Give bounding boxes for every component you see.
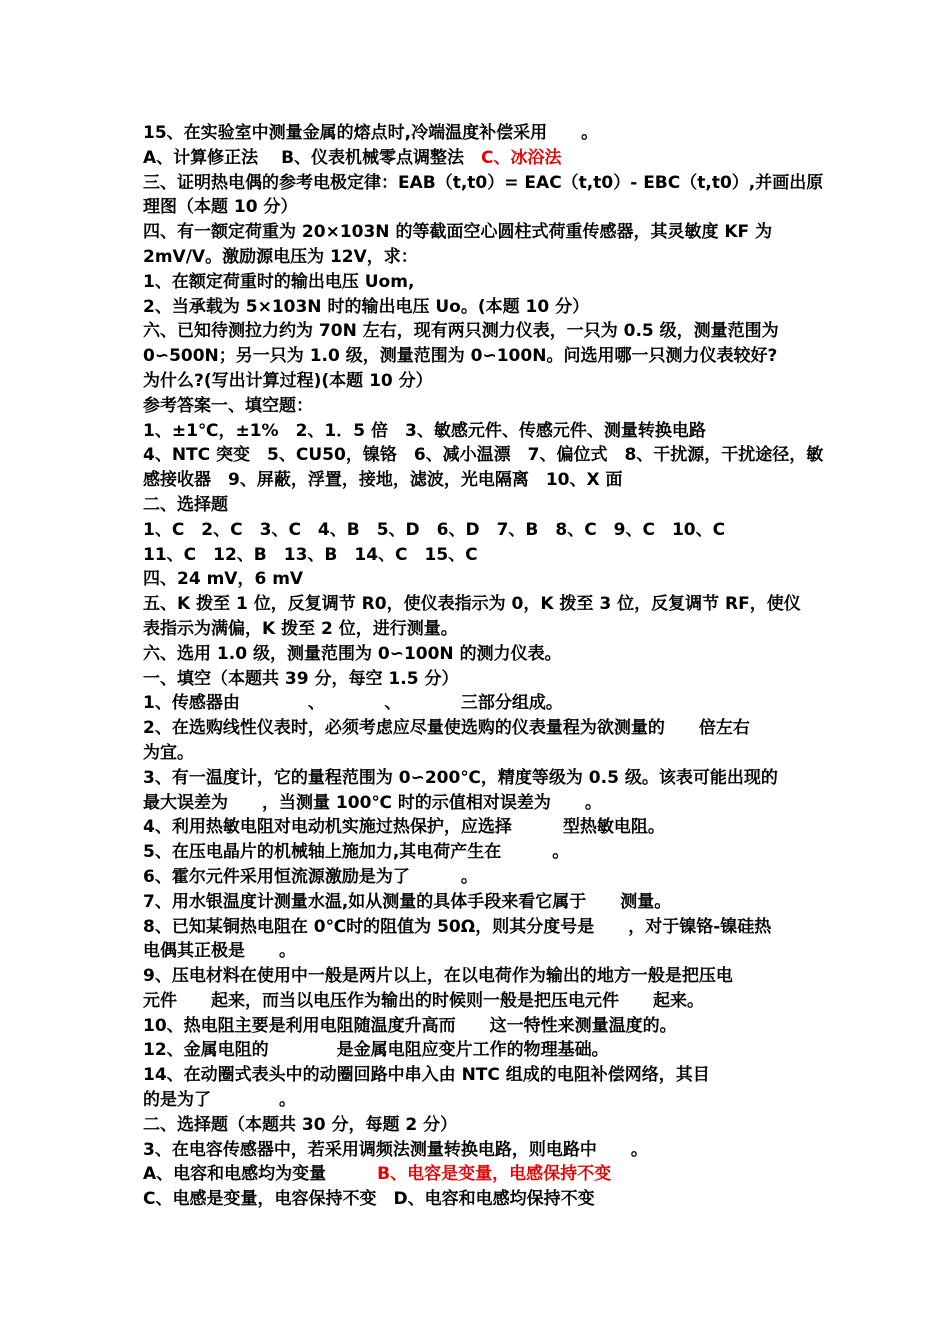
text-line [143,394,811,419]
text-line [143,1138,811,1163]
text-line [143,592,811,617]
text-line [143,667,811,692]
line-text: 理图（本题 10 分） [143,197,298,218]
line-text: 三、证明热电偶的参考电极定律：EAB（t,t0）= EAC（t,t0）- EBC（t,t0）,并画出原 [143,172,824,193]
text-line [143,1014,811,1039]
text-line [143,1088,811,1113]
line-text: 最大误差为 ，当测量 100℃ 时的示值相对误差为 。 [143,792,602,813]
text-line [143,543,811,568]
line-text: 一、填空（本题共 39 分，每空 1.5 分） [143,668,459,689]
line-text: 2mV/V。激励源电压为 12V，求： [143,246,418,267]
text-line [143,319,811,344]
highlighted-answer: B、电容是变量，电感保持不变 [377,1164,612,1185]
line-text: 为宜。 [143,742,194,763]
line-text: 二、选择题（本题共 30 分，每题 2 分） [143,1114,458,1135]
document-body [143,121,824,1212]
line-text: 4、利用热敏电阻对电动机实施过热保护，应选择 型热敏电阻。 [143,817,665,838]
line-text: 1、C 2、C 3、C 4、B 5、D 6、D 7、B 8、C 9、C 10、C [143,519,726,540]
line-text: 四、24 mV，6 mV [143,569,304,590]
line-text: 4、NTC 突变 5、CU50，镍铬 6、减小温漂 7、偏位式 8、干扰源，干扰途径，敏 [143,445,824,466]
line-text: A、计算修正法 B、仪表机械零点调整法 [143,147,482,168]
text-line [143,245,811,270]
line-text: 9、压电材料在使用中一般是两片以上，在以电荷作为输出的地方一般是把压电 [143,966,733,987]
line-text: 1、在额定荷重时的输出电压 Uom, [143,271,415,292]
line-text: 感接收器 9、屏蔽，浮置，接地，滤波，光电隔离 10、X 面 [143,470,623,491]
line-text: C、电感是变量，电容保持不变 D、电容和电感均保持不变 [143,1189,595,1210]
text-line [143,195,811,220]
text-line [143,1113,811,1138]
line-text: 元件 起来，而当以电压作为输出的时候则一般是把压电元件 起来。 [143,990,704,1011]
text-line [143,642,811,667]
line-text: 14、在动圈式表头中的动圈回路中串入由 NTC 组成的电阻补偿网络，其目 [143,1065,710,1086]
line-text: 11、C 12、B 13、B 14、C 15、C [143,544,478,565]
line-text: 六、选用 1.0 级，测量范围为 0∽100N 的测力仪表。 [143,643,562,664]
text-line [143,741,811,766]
line-text: 的是为了 。 [143,1090,296,1111]
text-line [143,518,811,543]
text-line [143,443,824,468]
text-line [143,1187,811,1212]
line-text: 电偶其正极是 。 [143,941,296,962]
text-line [143,419,811,444]
line-text: 2、当承载为 5×103N 时的输出电压 Uo。(本题 10 分） [143,296,590,317]
text-line [143,964,811,989]
text-line [143,939,811,964]
text-line [143,766,811,791]
line-text: 3、在电容传感器中，若采用调频法测量转换电路，则电路中 。 [143,1139,648,1160]
text-line [143,220,811,245]
text-line [143,815,811,840]
line-text: 12、金属电阻的 是金属电阻应变片工作的物理基础。 [143,1040,609,1061]
text-line [143,865,811,890]
text-line [143,1038,811,1063]
line-text: 参考答案一、填空题： [143,395,313,416]
line-text: 15、在实验室中测量金属的熔点时,冷端温度补偿采用 。 [143,123,599,143]
text-line [143,121,811,146]
line-text: 10、热电阻主要是利用电阻随温度升高而 这一特性来测量温度的。 [143,1015,677,1036]
highlighted-answer: C、冰浴法 [481,147,562,168]
line-text: 四、有一额定荷重为 20×103N 的等截面空心圆柱式荷重传感器，其灵敏度 KF 为 [143,222,773,243]
text-line [143,716,811,741]
text-line [143,840,811,865]
text-line [143,146,811,171]
text-line [143,493,811,518]
line-text: 2、在选购线性仪表时，必须考虑应尽量使选购的仪表量程为欲测量的 倍左右 [143,718,750,739]
line-text: 0∽500N；另一只为 1.0 级，测量范围为 0∽100N。问选用哪一只测力仪表较好? [143,346,778,367]
line-text: 五、K 拨至 1 位，反复调节 R0，使仪表指示为 0，K 拨至 3 位，反复调节 RF，使仪 [143,594,801,615]
line-text: 8、已知某铜热电阻在 0℃时的阻值为 50Ω，则其分度号是 ，对于镍铬-镍硅热 [143,916,772,937]
text-line [143,344,811,369]
text-line [143,567,811,592]
text-line [143,915,811,940]
text-line [143,468,811,493]
line-text: 1、±1℃，±1% 2、1．5 倍 3、敏感元件、传感元件、测量转换电路 [143,420,706,441]
line-text: 5、在压电晶片的机械轴上施加力,其电荷产生在 。 [143,842,570,863]
line-text: 六、已知待测拉力约为 70N 左右，现有两只测力仪表，一只为 0.5 级，测量范围为 [143,321,779,342]
text-line [143,617,811,642]
line-text: 7、用水银温度计测量水温,如从测量的具体手段来看它属于 测量。 [143,891,672,912]
text-line [143,1162,811,1187]
line-text: 二、选择题 [143,494,228,515]
line-text: 表指示为满偏，K 拨至 2 位，进行测量。 [143,618,458,639]
text-line [143,691,811,716]
text-line [143,171,824,196]
text-line [143,295,811,320]
line-text: 为什么?(写出计算过程)(本题 10 分） [143,370,433,391]
text-line [143,270,811,295]
text-line [143,1063,811,1088]
text-line [143,369,811,394]
line-text: 6、霍尔元件采用恒流源激励是为了 。 [143,866,478,887]
line-text: 1、传感器由 、 、 三部分组成。 [143,693,563,714]
text-line [143,890,811,915]
text-line [143,989,811,1014]
line-text: 3、有一温度计，它的量程范围为 0∽200℃，精度等级为 0.5 级。该表可能出现的 [143,767,778,788]
line-text: A、电容和电感均为变量 [143,1164,378,1185]
text-line [143,791,811,816]
